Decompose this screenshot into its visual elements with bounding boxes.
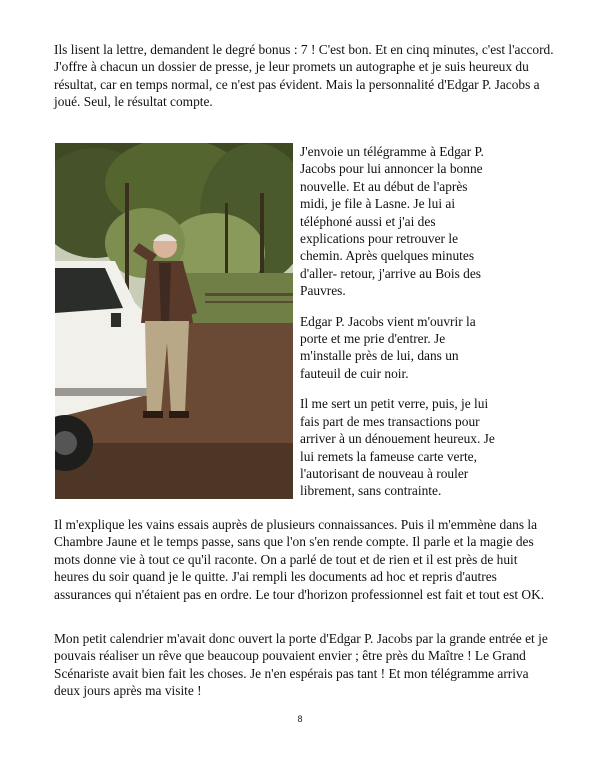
paragraph-calendar: Mon petit calendrier m'avait donc ouvert la porte d'Edgar P. Jacobs par la grande entrée et je pouvais réaliser un rêve que beaucoup pouvaient envier ; être près du Maître ! Le Grand Scénariste avait bien fait les choses. Je n'en espérais pas tant ! Et mon télégramme arriva deux jours après ma visite ! [54,631,548,699]
paragraph-yellow-room: Il m'explique les vains essais auprès de plusieurs connaissances. Puis il m'emmène dans la Chambre Jaune et le temps passe, sans que l'on s'en rende compte. Il parle et la magie des mots donne vie à tout ce qu'il raconte. On a parlé de tout et de rien et il est près de huit heures du soir quand je le quitte. J'ai rempli les documents ad hoc et repris d'autres assurances qui n'étaient pas en ordre. Le tour d'horizon professionnel est fait et tout est OK. [54,517,545,602]
paragraph-green-card: Il me sert un petit verre, puis, je lui fais part de mes transactions pour arriver à un dénouement heureux. Je lui remets la fameuse carte verte, l'autorisant de nouveau à rouler librement, sans contrainte. [300,396,495,499]
paragraph-intro: Ils lisent la lettre, demandent le degré bonus : 7 ! C'est bon. Et en cinq minutes, c'est l'accord. J'offre à chacun un dossier de presse, je leur promets un autographe et je suis heureux du résultat, car en temps normal, ce n'est pas évident. Mais la personnalité d'Edgar P. Jacobs a joué. Seul, le résultat compte. [54,42,554,110]
photo-illustration [55,143,293,499]
paragraph-telegram: J'envoie un télégramme à Edgar P. Jacobs pour lui annoncer la bonne nouvelle. Et au début de l'après midi, je file à Lasne. Je lui ai téléphoné aussi et j'ai des explications pour retrouver le chemin. Après quelques minutes d'aller- retour, j'arrive au Bois des Pauvres. [300,144,484,299]
page-number: 8 [297,714,303,724]
side-column [300,143,498,513]
photo-man-with-car [55,143,293,499]
paragraph-door: Edgar P. Jacobs vient m'ouvrir la porte et me prie d'entrer. Je m'installe près de lui, dans un fauteuil de cuir noir. [300,313,476,381]
